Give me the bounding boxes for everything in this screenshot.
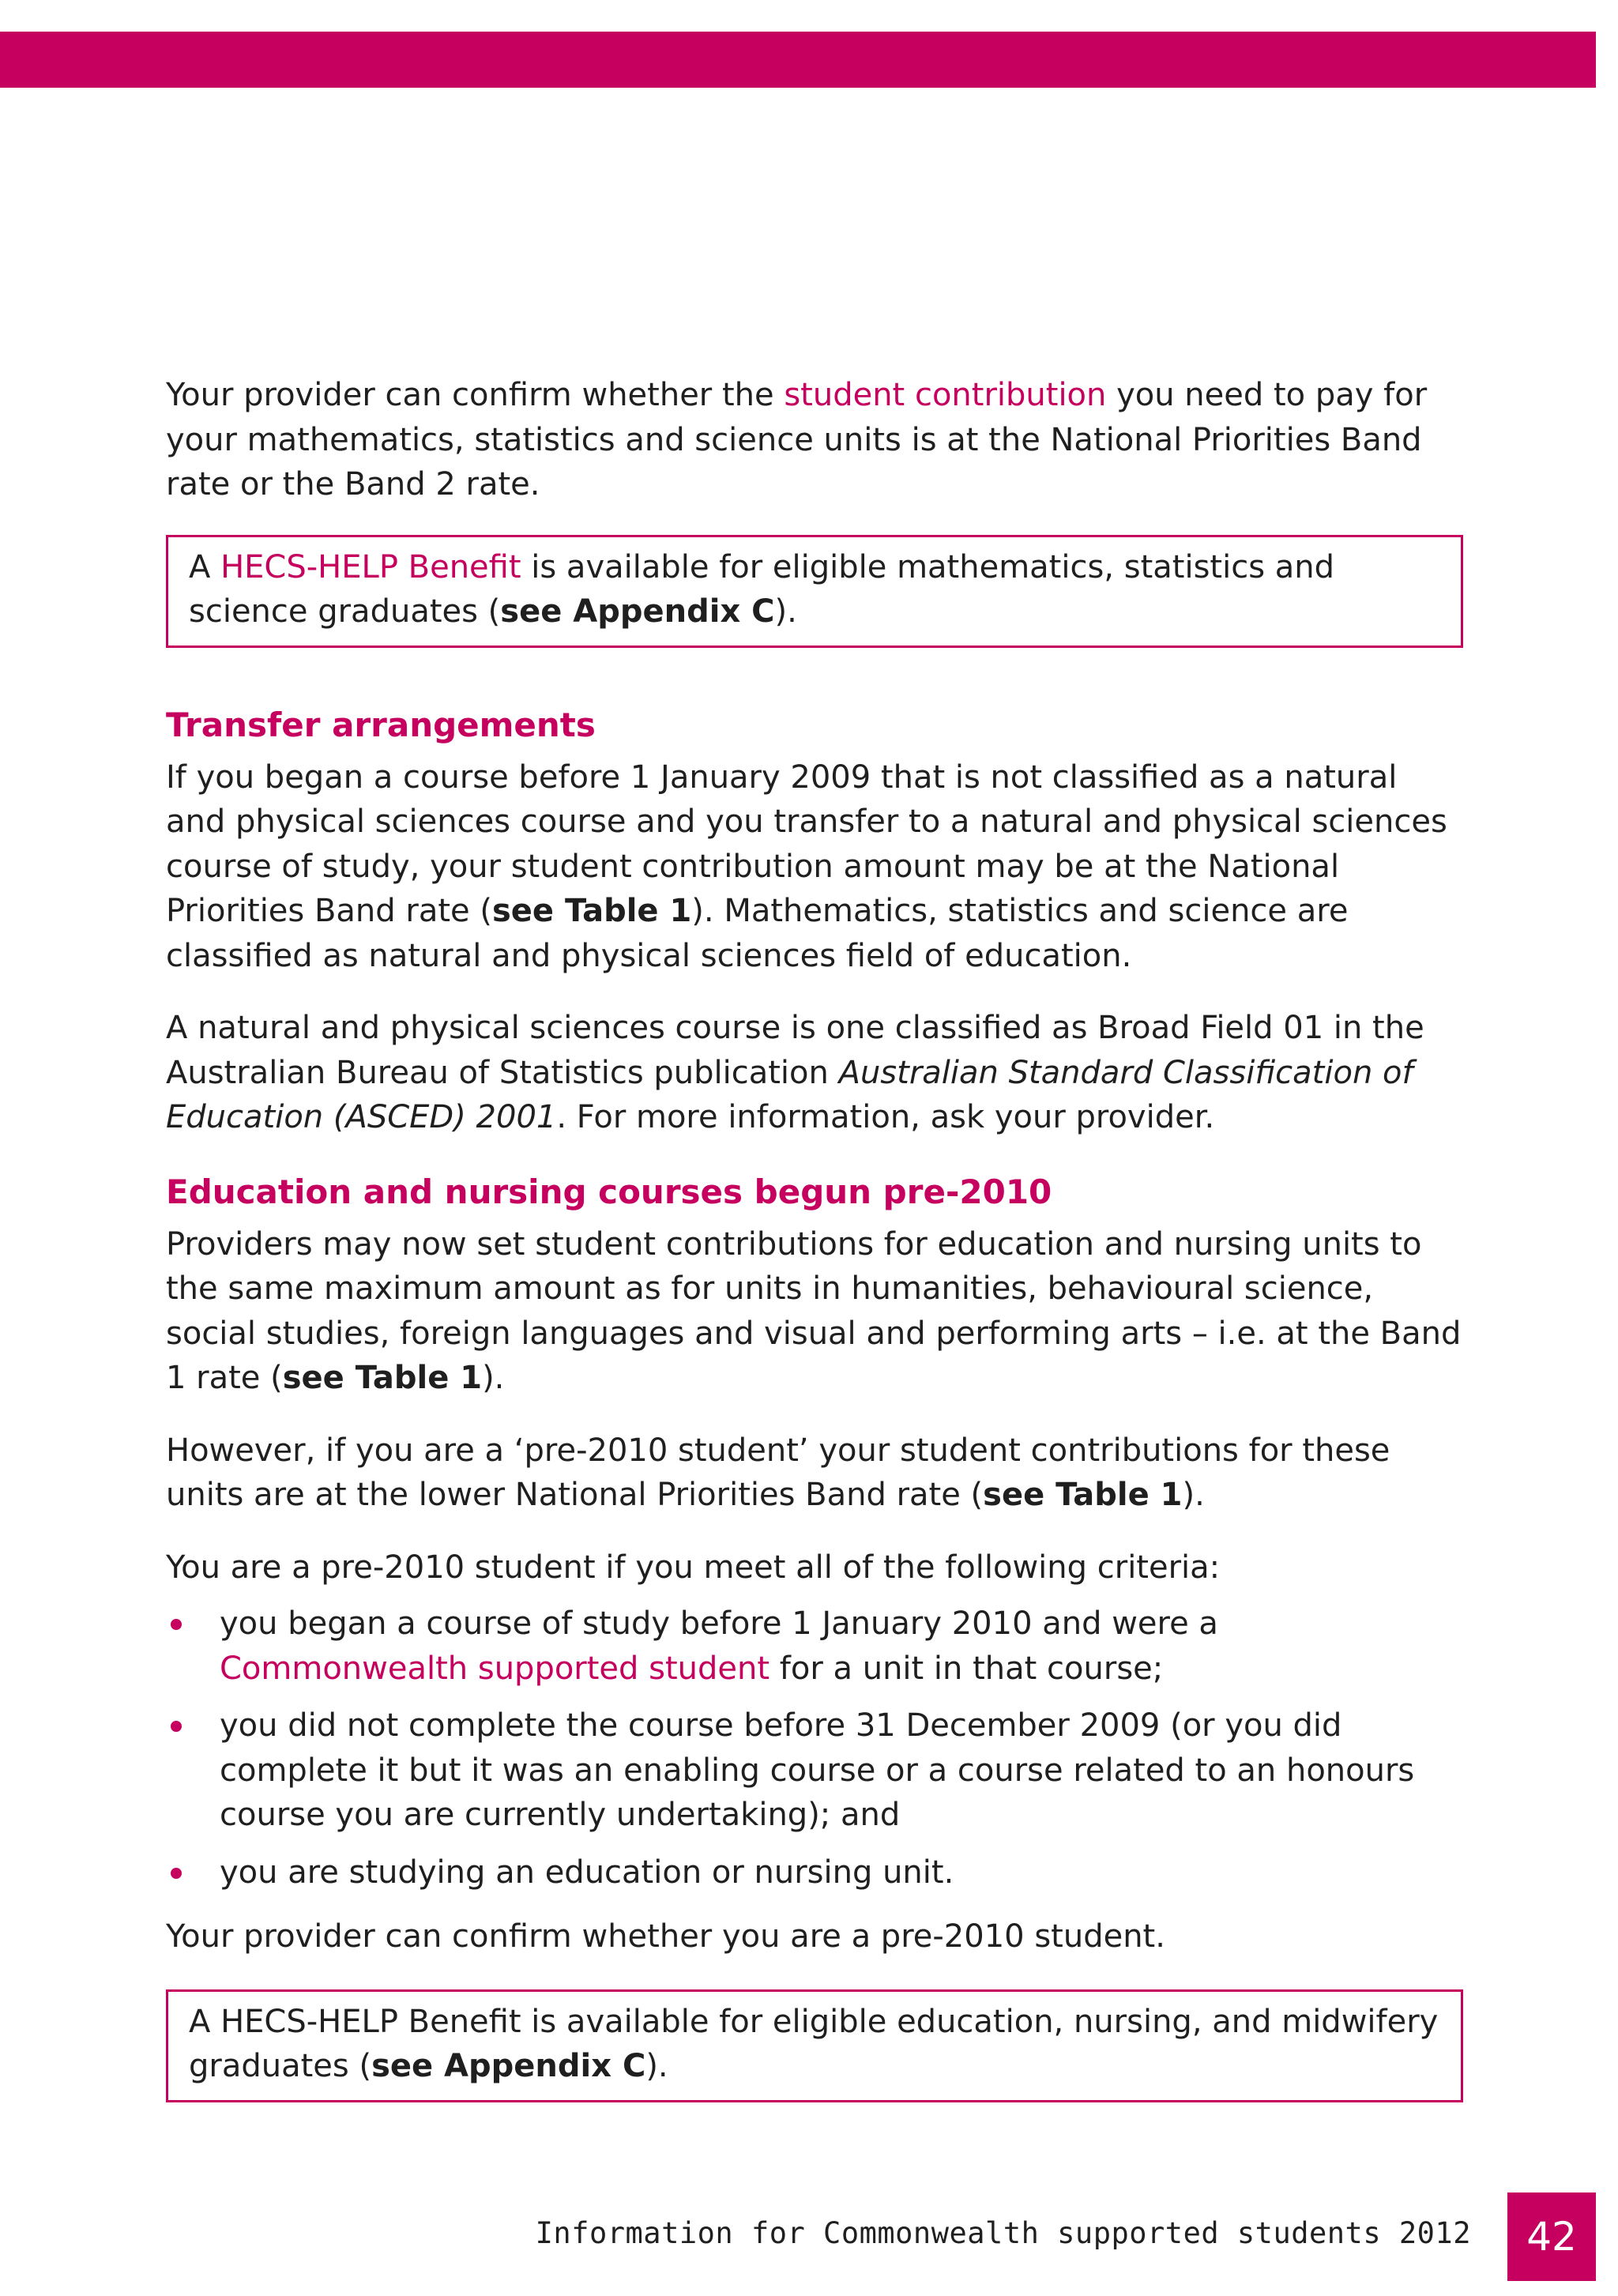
bullet-icon: [171, 1619, 182, 1630]
bullet-icon: [171, 1868, 182, 1879]
publication-title: Australian Standard Classification of Education (ASCED) 2001: [166, 1054, 1413, 1135]
list-item: you are studying an education or nursing unit.: [166, 1850, 1463, 1895]
commonwealth-supported-student-link[interactable]: Commonwealth supported student: [220, 1650, 770, 1687]
section-heading: Transfer arrangements: [166, 705, 596, 744]
table-1-reference: see Table 1: [983, 1477, 1183, 1513]
section-heading: Education and nursing courses begun pre-2010: [166, 1172, 1052, 1211]
callout-text: A HECS-HELP Benefit is available for eligible education, nursing, and midwifery graduates (see Appendix C).: [189, 2003, 1439, 2084]
list-item: you did not complete the course before 31 December 2009 (or you did complete it but it was an enabling course or a course related to an honours course you are currently undertaking); and: [166, 1703, 1463, 1838]
hecs-help-callout-education: [166, 1989, 1463, 2102]
student-contribution-link[interactable]: student contribution: [784, 377, 1107, 413]
main-content: [166, 373, 1463, 2158]
criteria-list: [166, 1602, 1463, 1895]
page-number-badge: 42: [1507, 2192, 1596, 2281]
header-accent-bar: [0, 32, 1596, 88]
list-item: you began a course of study before 1 January 2010 and were a Commonwealth supported student for a unit in that course;: [166, 1602, 1463, 1691]
education-nursing-section: [166, 1170, 1463, 1959]
criteria-intro: You are a pre-2010 student if you meet all of the following criteria:: [166, 1549, 1221, 1586]
education-paragraph-1: Providers may now set student contributions for education and nursing units to the same maximum amount as for units in humanities, behavioural science, social studies, foreign languages and visual and performing arts – i.e. at the Band 1 rate (see Table 1).: [166, 1225, 1462, 1396]
hecs-help-callout-science: [166, 535, 1463, 648]
education-paragraph-4: Your provider can confirm whether you are a pre-2010 student.: [166, 1918, 1165, 1955]
intro-paragraph: Your provider can confirm whether the student contribution you need to pay for your mathematics, statistics and science units is at the National Priorities Band rate or the Band 2 rate.: [166, 377, 1428, 502]
transfer-paragraph-1: If you began a course before 1 January 2009 that is not classified as a natural and physical sciences course and you transfer to a natural and physical sciences course of study, your student contribution amount may be at the National Priorities Band rate (see Table 1). Mathematics, statistics and science are classified as natural and physical sciences field of education.: [166, 758, 1447, 974]
appendix-c-reference: see Appendix C: [500, 593, 775, 630]
table-1-reference: see Table 1: [282, 1360, 483, 1396]
transfer-arrangements-section: [166, 703, 1463, 1140]
transfer-paragraph-2: A natural and physical sciences course is one classified as Broad Field 01 in the Australian Bureau of Statistics publication Australian Standard Classification of Education (ASCED) 2001. For more information, ask your provider.: [166, 1010, 1424, 1135]
appendix-c-reference: see Appendix C: [371, 2048, 646, 2084]
callout-text: A HECS-HELP Benefit is available for eligible mathematics, statistics and science graduates (see Appendix C).: [189, 548, 1334, 630]
table-1-reference: see Table 1: [491, 893, 692, 929]
hecs-help-benefit-link[interactable]: HECS-HELP Benefit: [220, 548, 521, 585]
footer-title: Information for Commonwealth supported students 2012: [535, 2216, 1471, 2250]
bullet-icon: [171, 1721, 182, 1732]
education-paragraph-2: However, if you are a ‘pre-2010 student’ your student contributions for these units are at the lower National Priorities Band rate (see Table 1).: [166, 1432, 1390, 1513]
